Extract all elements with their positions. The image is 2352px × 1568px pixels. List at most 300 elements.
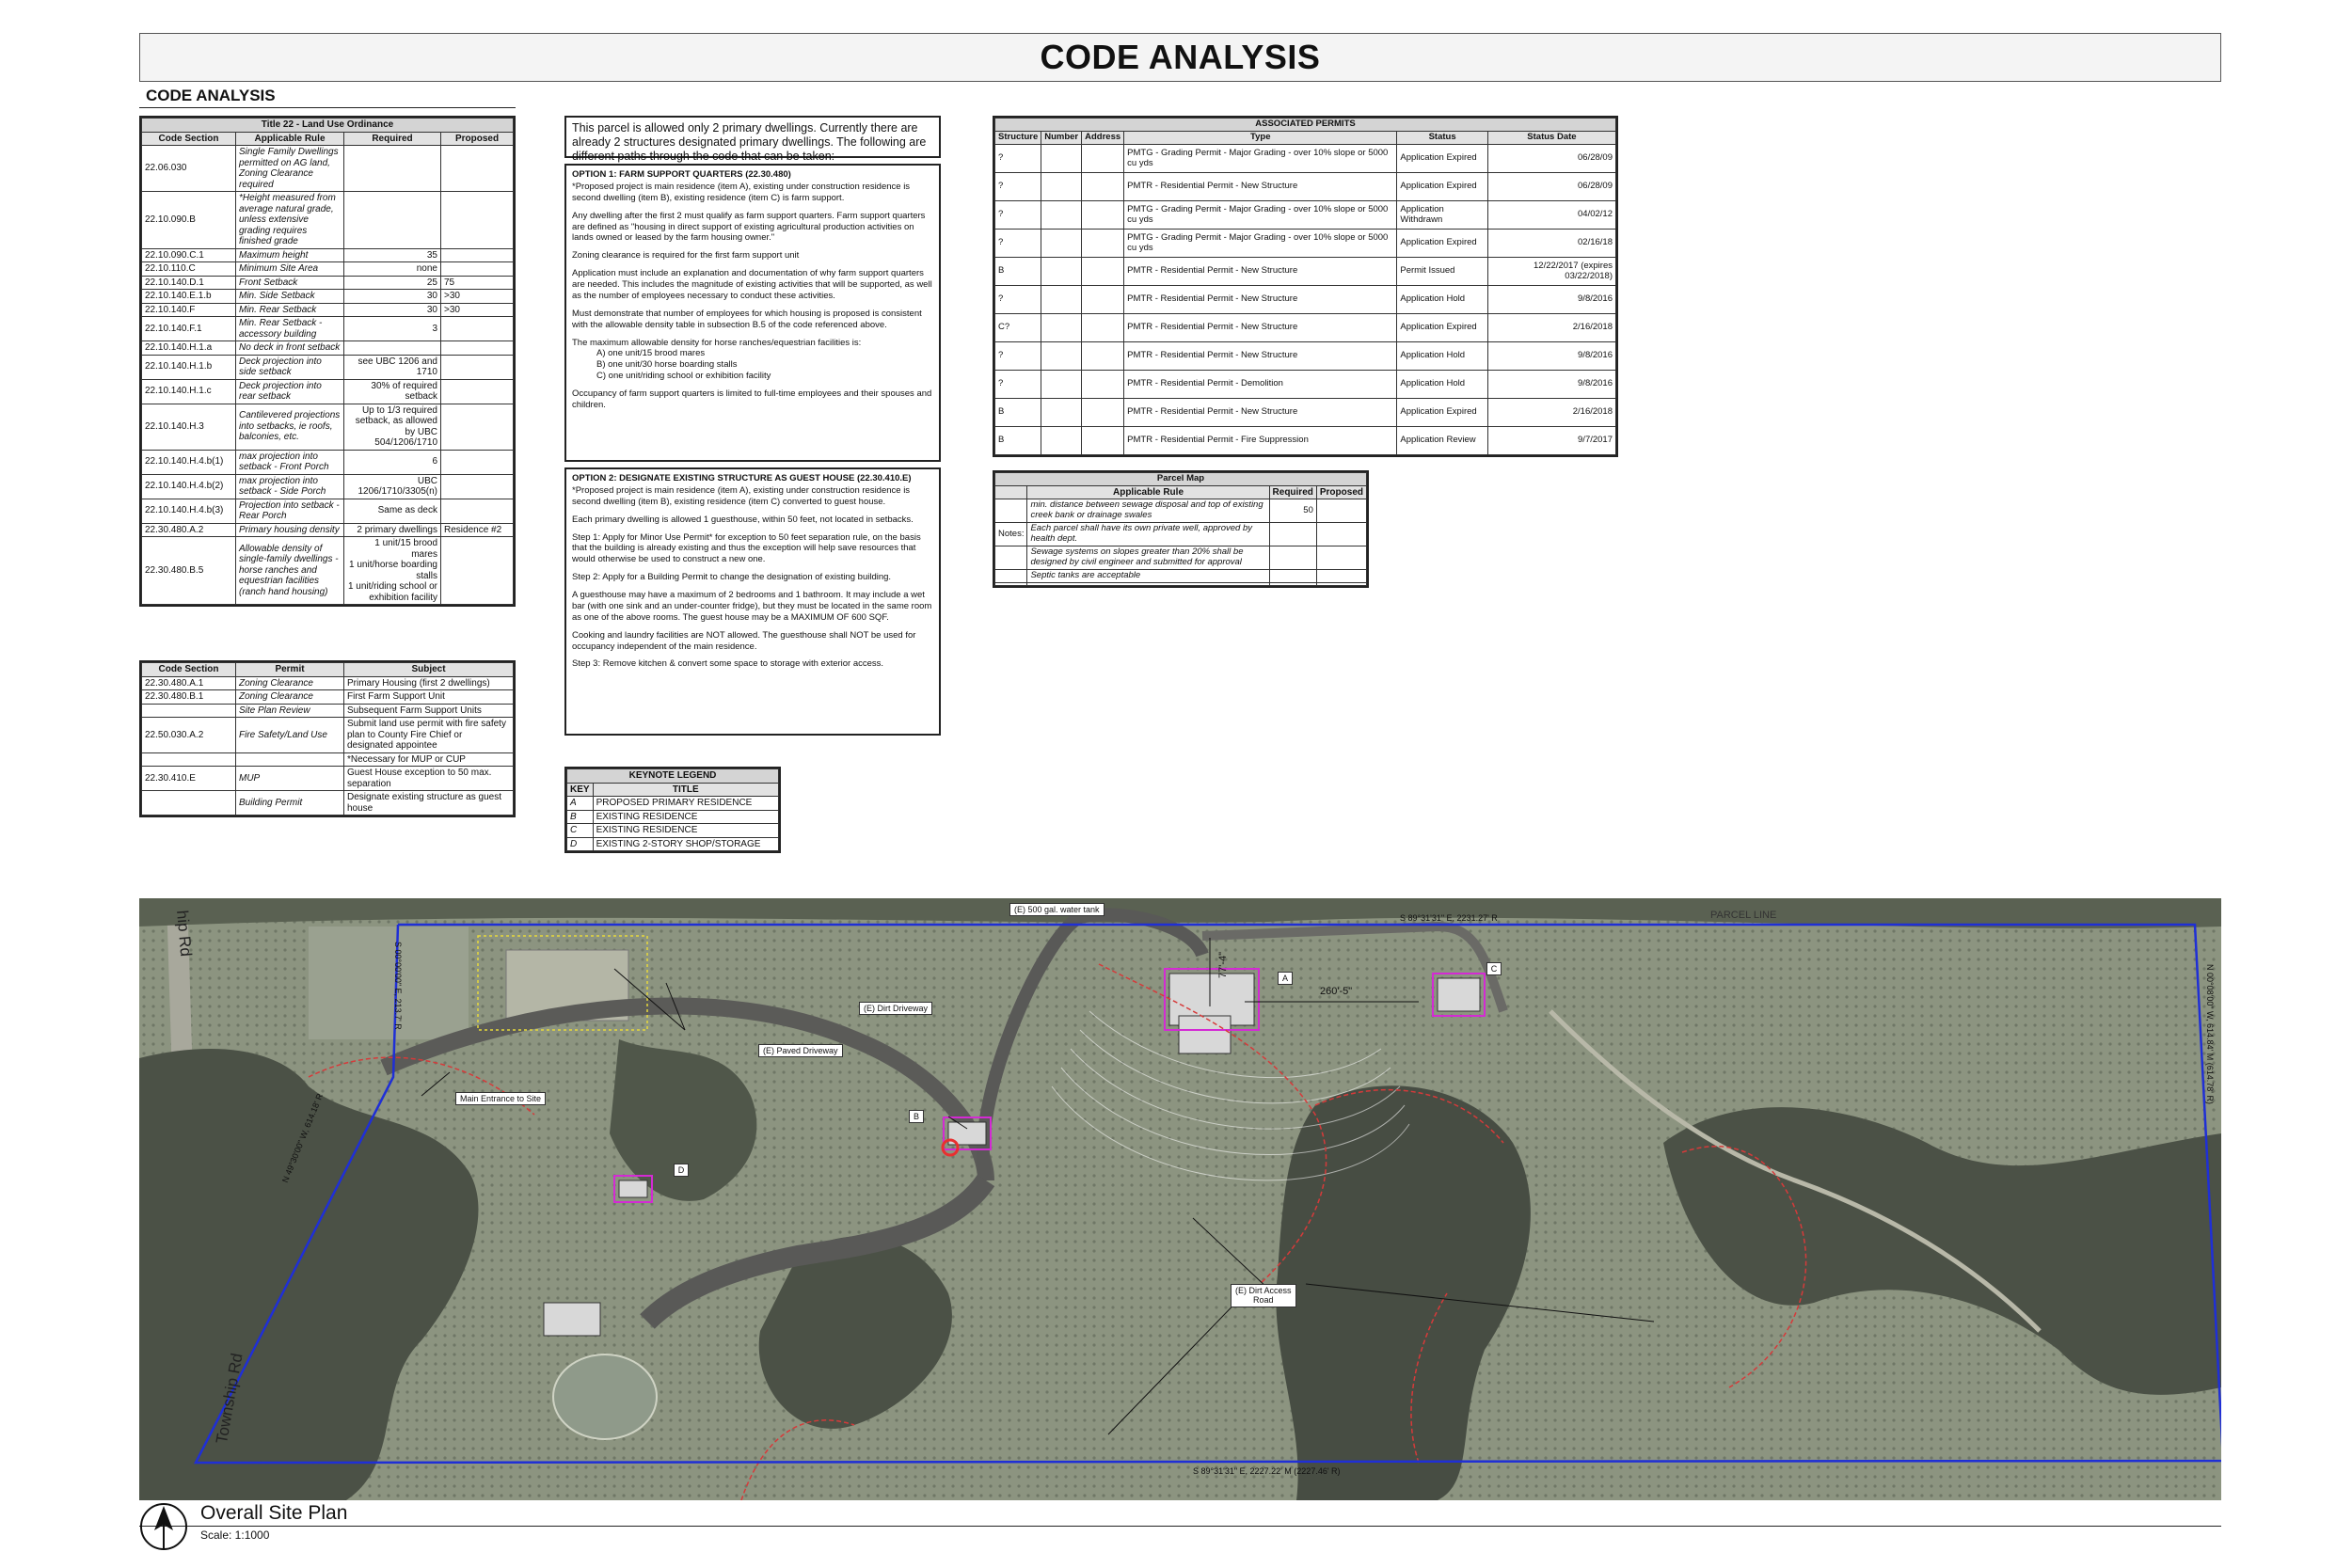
- table-row: [142, 303, 514, 317]
- table-cell: 22.10.110.C: [142, 262, 236, 277]
- table-cell: Sewage systems on slopes greater than 20% shall be designed by civil engineer and submitted for approval: [1027, 546, 1269, 570]
- table-cell: Designate existing structure as guest house: [344, 791, 514, 816]
- table-cell: 22.30.480.A.2: [142, 523, 236, 537]
- formal-garden: [553, 1354, 657, 1439]
- section-subhead: CODE ANALYSIS: [146, 87, 276, 104]
- table-cell: [1041, 427, 1082, 455]
- table-cell: EXISTING 2-STORY SHOP/STORAGE: [593, 837, 778, 851]
- table-cell: 22.10.140.H.3: [142, 404, 236, 450]
- table-cell: [1041, 258, 1082, 286]
- table-cell: PMTR - Residential Permit - New Structure: [1124, 314, 1397, 342]
- table-cell: Each parcel shall have its own private well, approved by health dept.: [1027, 523, 1269, 546]
- table-cell: 04/02/12: [1487, 201, 1615, 230]
- column-header: [995, 485, 1027, 499]
- table-cell: [1041, 145, 1082, 173]
- table-cell: 30: [344, 290, 441, 304]
- table-caption: KEYNOTE LEGEND: [567, 769, 779, 784]
- table-cell: PMTG - Grading Permit - Major Grading - over 10% slope or 5000 cu yds: [1124, 230, 1397, 258]
- table-cell: 30% of required setback: [344, 379, 441, 404]
- column-header: Address: [1082, 132, 1124, 145]
- option1-heading: OPTION 1: FARM SUPPORT QUARTERS (22.30.480): [572, 169, 791, 180]
- table-cell: [142, 752, 236, 767]
- bearing-right: N 00°08'00" W, 614.84' M (614.78' R): [2205, 964, 2215, 1105]
- dirt-access-road-callout: [1231, 1284, 1296, 1307]
- keynote-legend: [564, 767, 781, 853]
- table-row: [995, 582, 1367, 585]
- table-cell: Min. Rear Setback - accessory building: [236, 317, 344, 341]
- table-cell: [441, 192, 514, 249]
- table-header-row: [995, 485, 1367, 499]
- table-cell: ?: [995, 230, 1041, 258]
- table-cell: Deck projection into rear setback: [236, 379, 344, 404]
- table-row: [995, 145, 1616, 173]
- column-header: Required: [344, 132, 441, 146]
- table-cell: 22.10.090.C.1: [142, 248, 236, 262]
- plan-scale: Scale: 1:1000: [200, 1528, 270, 1542]
- table-cell: Notes:: [995, 523, 1027, 546]
- table-row: [142, 355, 514, 379]
- option2-paragraph: *Proposed project is main residence (item A), existing under construction residence is second dwelling (item B), existing residence (item C) converted to guest house.: [572, 484, 911, 507]
- table-cell: [441, 379, 514, 404]
- table-row: [142, 276, 514, 290]
- column-header: Code Section: [142, 132, 236, 146]
- table-row: [142, 146, 514, 192]
- table-cell: 35: [344, 248, 441, 262]
- table-cell: A: [567, 797, 594, 811]
- option1-paragraph: Application must include an explanation and documentation of why farm support quarters are needed. This includes the magnitude of existing activities that will be supported, as well as the number of employees necessary to conduct these activities.: [572, 268, 932, 301]
- table-cell: MUP: [236, 767, 344, 791]
- table-cell: [1041, 371, 1082, 399]
- table-cell: 6: [344, 450, 441, 474]
- table-cell: 9/8/2016: [1487, 371, 1615, 399]
- site-plan-aerial: [139, 898, 2221, 1500]
- table-cell: [1041, 286, 1082, 314]
- table-cell: Subsequent Farm Support Units: [344, 704, 514, 718]
- table-cell: Application Review: [1397, 427, 1488, 455]
- table-cell: ?: [995, 342, 1041, 371]
- table-cell: 22.10.140.F: [142, 303, 236, 317]
- table-cell: [441, 317, 514, 341]
- dimension-vertical-label: 77'-4": [1217, 951, 1229, 978]
- table-cell: 22.30.410.E: [142, 767, 236, 791]
- table-cell: [1041, 173, 1082, 201]
- table-cell: [441, 450, 514, 474]
- table-cell: [1269, 523, 1316, 546]
- option2-paragraph: A guesthouse may have a maximum of 2 bedrooms and 1 bathroom. It may include a wet bar (with one sink and an under-counter fridge), but they must be located in the same room as one of the above rooms. The guest house may be a MAXIMUM OF 600 SQF.: [572, 590, 932, 623]
- table-cell: D: [567, 837, 594, 851]
- table-cell: [1082, 145, 1124, 173]
- density-item: A) one unit/15 brood mares: [596, 348, 706, 359]
- plan-title: Overall Site Plan: [200, 1502, 348, 1524]
- road-label-top: hip Rd: [173, 910, 196, 958]
- table-cell: [441, 248, 514, 262]
- table-cell: [441, 341, 514, 356]
- intro-text-box: [564, 116, 941, 163]
- table-cell: [1041, 314, 1082, 342]
- dirt-driveway-callout: (E) Dirt Driveway: [859, 1002, 932, 1015]
- table-cell: [441, 537, 514, 605]
- table-row: [142, 379, 514, 404]
- table-cell: [1082, 201, 1124, 230]
- table-row: [995, 201, 1616, 230]
- table-cell: 02/16/18: [1487, 230, 1615, 258]
- key-tag-b: B: [909, 1110, 924, 1123]
- table-cell: [441, 146, 514, 192]
- key-tag-a: A: [1278, 972, 1293, 985]
- table-row: [142, 499, 514, 523]
- table-cell: [1316, 569, 1366, 582]
- table-cell: [995, 582, 1027, 585]
- table-row: [567, 810, 779, 824]
- table-cell: 22.30.480.A.1: [142, 676, 236, 690]
- table-cell: [1082, 399, 1124, 427]
- water-tank-callout: (E) 500 gal. water tank: [1009, 903, 1104, 916]
- table-cell: Application Expired: [1397, 173, 1488, 201]
- column-header: Code Section: [142, 663, 236, 677]
- table-cell: 9/7/2017: [1487, 427, 1615, 455]
- table-row: [142, 690, 514, 705]
- table-cell: max projection into setback - Side Porch: [236, 474, 344, 499]
- table-cell: 22.10.090.B: [142, 192, 236, 249]
- table-cell: 22.10.140.H.4.b(2): [142, 474, 236, 499]
- table-cell: Site Plan Review: [236, 704, 344, 718]
- table-cell: Application Expired: [1397, 314, 1488, 342]
- table-row: [995, 314, 1616, 342]
- table-cell: PMTR - Residential Permit - Fire Suppression: [1124, 427, 1397, 455]
- table-cell: >30: [441, 290, 514, 304]
- table-cell: No deck in front setback: [236, 341, 344, 356]
- table-cell: PMTR - Residential Permit - New Structure: [1124, 399, 1397, 427]
- table-cell: Zoning Clearance: [236, 676, 344, 690]
- table-cell: [1316, 523, 1366, 546]
- density-item: C) one unit/riding school or exhibition facility: [596, 371, 771, 382]
- table-header-row: [142, 663, 514, 677]
- table-row: [142, 752, 514, 767]
- table-cell: Submit land use permit with fire safety plan to County Fire Chief or designated appointee: [344, 718, 514, 753]
- bearing-bottom: S 89°31'31" E, 2227.22' M (2227.46' R): [1193, 1466, 1341, 1476]
- table-row: [142, 290, 514, 304]
- table-cell: Min. Rear Setback: [236, 303, 344, 317]
- table-cell: [1041, 201, 1082, 230]
- table-row: [995, 427, 1616, 455]
- table-cell: Permit Issued: [1397, 258, 1488, 286]
- table-cell: 22.10.140.F.1: [142, 317, 236, 341]
- table-row: [567, 797, 779, 811]
- table-cell: 2/16/2018: [1487, 314, 1615, 342]
- table-cell: ?: [995, 201, 1041, 230]
- table-cell: Min. Side Setback: [236, 290, 344, 304]
- table-row: [142, 404, 514, 450]
- option1-paragraph: Zoning clearance is required for the first farm support unit: [572, 250, 800, 261]
- table-cell: Up to 1/3 required setback, as allowed by UBC 504/1206/1710: [344, 404, 441, 450]
- table-cell: [1082, 342, 1124, 371]
- table-row: [142, 704, 514, 718]
- option1-paragraph: The maximum allowable density for horse ranches/equestrian facilities is:: [572, 337, 862, 348]
- option2-paragraph: Step 1: Apply for Minor Use Permit* for exception to 50 feet separation rule, on the basis that the building is already existing and thus the exception will help save resources that would otherwise be used to construct a new one.: [572, 531, 921, 565]
- column-header: Type: [1124, 132, 1397, 145]
- table-cell: Application Hold: [1397, 286, 1488, 314]
- associated-permits-table: [993, 116, 1618, 457]
- table-cell: 2 primary dwellings: [344, 523, 441, 537]
- table-cell: 50: [1269, 499, 1316, 523]
- table-header-row: [142, 132, 514, 146]
- table-row: [142, 341, 514, 356]
- table-cell: Cantilevered projections into setbacks, ie roofs, balconies, etc.: [236, 404, 344, 450]
- callout-line: Road: [1253, 1295, 1274, 1306]
- table-cell: *Necessary for MUP or CUP: [344, 752, 514, 767]
- table-cell: Maximum height: [236, 248, 344, 262]
- table-cell: UBC 1206/1710/3305(n): [344, 474, 441, 499]
- table-cell: 1 unit/15 brood mares 1 unit/horse boarding stalls 1 unit/riding school or exhibition facility: [344, 537, 441, 605]
- table-cell: PMTR - Residential Permit - Demolition: [1124, 371, 1397, 399]
- table-cell: [441, 262, 514, 277]
- column-header: Subject: [344, 663, 514, 677]
- table-cell: 3: [344, 317, 441, 341]
- column-header: Status: [1397, 132, 1488, 145]
- table-row: [995, 523, 1367, 546]
- table-cell: [1082, 258, 1124, 286]
- table-row: [995, 399, 1616, 427]
- table-row: [142, 676, 514, 690]
- table-cell: [1027, 582, 1269, 585]
- table-cell: ?: [995, 145, 1041, 173]
- table-cell: B: [995, 258, 1041, 286]
- table-cell: 22.30.480.B.1: [142, 690, 236, 705]
- table-cell: [995, 499, 1027, 523]
- table-cell: [1082, 173, 1124, 201]
- table-cell: [995, 569, 1027, 582]
- table-cell: Zoning Clearance: [236, 690, 344, 705]
- table-cell: 9/8/2016: [1487, 286, 1615, 314]
- table-cell: [1082, 314, 1124, 342]
- table-cell: see UBC 1206 and 1710: [344, 355, 441, 379]
- table-cell: Single Family Dwellings permitted on AG land, Zoning Clearance required: [236, 146, 344, 192]
- option2-heading: OPTION 2: DESIGNATE EXISTING STRUCTURE AS GUEST HOUSE (22.30.410.E): [572, 473, 912, 483]
- table-cell: 2/16/2018: [1487, 399, 1615, 427]
- table-cell: max projection into setback - Front Porch: [236, 450, 344, 474]
- table-cell: C: [567, 824, 594, 838]
- table-row: [995, 173, 1616, 201]
- table-row: [142, 474, 514, 499]
- land-use-ordinance-table: [139, 116, 516, 607]
- table-cell: Application Hold: [1397, 371, 1488, 399]
- column-header: TITLE: [593, 783, 778, 797]
- table-row: [142, 523, 514, 537]
- table-cell: Allowable density of single-family dwellings - horse ranches and equestrian facilities (ranch hand housing): [236, 537, 344, 605]
- table-header-row: [995, 132, 1616, 145]
- bottom-rule: [139, 1526, 2221, 1527]
- table-cell: 9/8/2016: [1487, 342, 1615, 371]
- intro-text: This parcel is allowed only 2 primary dwellings. Currently there are already 2 structures designated primary dwellings. The following are different paths through the code that can be taken:: [572, 121, 927, 163]
- column-header: KEY: [567, 783, 594, 797]
- table-cell: ?: [995, 173, 1041, 201]
- bearing-top: S 89°31'31" E, 2231.27' R: [1400, 913, 1498, 923]
- table-cell: Application Hold: [1397, 342, 1488, 371]
- table-caption: ASSOCIATED PERMITS: [995, 119, 1616, 132]
- table-cell: Same as deck: [344, 499, 441, 523]
- column-header: Applicable Rule: [1027, 485, 1269, 499]
- option1-paragraph: Any dwelling after the first 2 must qualify as farm support quarters. Farm support quarters are defined as "housing in direct support of existing agricultural production activities on lands owned or leased by the farm housing owner.": [572, 210, 926, 244]
- table-cell: [1082, 286, 1124, 314]
- table-cell: 22.10.140.E.1.b: [142, 290, 236, 304]
- table-cell: 22.10.140.H.4.b(1): [142, 450, 236, 474]
- table-row: [995, 286, 1616, 314]
- table-row: [995, 569, 1367, 582]
- site-plan-drawing: [139, 898, 2221, 1500]
- table-cell: [1082, 230, 1124, 258]
- permits-table: [139, 660, 516, 817]
- density-item: B) one unit/30 horse boarding stalls: [596, 359, 738, 371]
- table-cell: [1316, 582, 1366, 585]
- table-cell: [441, 474, 514, 499]
- page-title: CODE ANALYSIS: [1040, 38, 1321, 76]
- column-header: Proposed: [1316, 485, 1366, 499]
- table-row: [142, 192, 514, 249]
- table-row: [995, 342, 1616, 371]
- table-row: [995, 371, 1616, 399]
- parcel-line-label: PARCEL LINE: [1710, 910, 1777, 921]
- table-cell: Projection into setback - Rear Porch: [236, 499, 344, 523]
- table-cell: [344, 192, 441, 249]
- table-cell: ?: [995, 286, 1041, 314]
- table-cell: [441, 499, 514, 523]
- table-cell: 30: [344, 303, 441, 317]
- table-cell: none: [344, 262, 441, 277]
- table-cell: Guest House exception to 50 max. separation: [344, 767, 514, 791]
- table-cell: 22.10.140.H.1.a: [142, 341, 236, 356]
- column-header: Required: [1269, 485, 1316, 499]
- table-cell: 22.06.030: [142, 146, 236, 192]
- table-cell: 22.10.140.D.1: [142, 276, 236, 290]
- table-cell: Primary housing density: [236, 523, 344, 537]
- title-bar: [139, 33, 2221, 82]
- option2-box: [564, 467, 941, 736]
- table-row: [142, 791, 514, 816]
- table-row: [142, 262, 514, 277]
- table-cell: [1041, 342, 1082, 371]
- column-header: Applicable Rule: [236, 132, 344, 146]
- table-cell: PMTR - Residential Permit - New Structure: [1124, 258, 1397, 286]
- table-cell: Building Permit: [236, 791, 344, 816]
- table-cell: [1041, 230, 1082, 258]
- table-cell: PMTR - Residential Permit - New Structure: [1124, 286, 1397, 314]
- table-cell: [142, 791, 236, 816]
- option1-paragraph: Must demonstrate that number of employees for which housing is proposed is consistent with the allowable density table in subsection B.5 of the code referenced above.: [572, 308, 922, 330]
- north-arrow-icon: [139, 1502, 188, 1551]
- table-cell: PMTG - Grading Permit - Major Grading - over 10% slope or 5000 cu yds: [1124, 145, 1397, 173]
- table-cell: 12/22/2017 (expires 03/22/2018): [1487, 258, 1615, 286]
- callout-line: (E) Dirt Access: [1235, 1286, 1292, 1295]
- table-row: [567, 824, 779, 838]
- table-row: [567, 837, 779, 851]
- table-cell: Septic tanks are acceptable: [1027, 569, 1269, 582]
- column-header: Status Date: [1487, 132, 1615, 145]
- table-cell: Fire Safety/Land Use: [236, 718, 344, 753]
- option2-paragraph: Step 2: Apply for a Building Permit to change the designation of existing building.: [572, 572, 892, 583]
- table-cell: PMTG - Grading Permit - Major Grading - over 10% slope or 5000 cu yds: [1124, 201, 1397, 230]
- table-cell: [1316, 499, 1366, 523]
- road-label-bottom: Township Rd: [213, 1352, 246, 1446]
- table-cell: PMTR - Residential Permit - New Structure: [1124, 173, 1397, 201]
- table-cell: Application Withdrawn: [1397, 201, 1488, 230]
- table-cell: >30: [441, 303, 514, 317]
- table-cell: 22.30.480.B.5: [142, 537, 236, 605]
- subhead-rule: [139, 107, 516, 108]
- table-cell: 22.10.140.H.1.c: [142, 379, 236, 404]
- parcel-map-table: [993, 470, 1369, 588]
- dimension-horizontal-label: 260'-5": [1320, 986, 1353, 997]
- option2-paragraph: Step 3: Remove kitchen & convert some space to storage with exterior access.: [572, 658, 884, 670]
- table-caption: Parcel Map: [995, 473, 1367, 486]
- table-cell: Primary Housing (first 2 dwellings): [344, 676, 514, 690]
- table-cell: 22.10.140.H.4.b(3): [142, 499, 236, 523]
- table-cell: First Farm Support Unit: [344, 690, 514, 705]
- table-cell: 06/28/09: [1487, 173, 1615, 201]
- table-cell: B: [567, 810, 594, 824]
- table-row: [142, 248, 514, 262]
- table-cell: B: [995, 399, 1041, 427]
- key-tag-c: C: [1486, 962, 1502, 975]
- table-row: [995, 546, 1367, 570]
- option1-paragraph: Occupancy of farm support quarters is limited to full-time employees and their spouses and children.: [572, 388, 932, 410]
- option1-box: [564, 164, 941, 462]
- table-cell: PROPOSED PRIMARY RESIDENCE: [593, 797, 778, 811]
- table-cell: min. distance between sewage disposal and top of existing creek bank or drainage swales: [1027, 499, 1269, 523]
- key-tag-d: D: [674, 1164, 689, 1177]
- table-cell: EXISTING RESIDENCE: [593, 810, 778, 824]
- table-cell: Application Expired: [1397, 399, 1488, 427]
- table-cell: [995, 546, 1027, 570]
- bearing-left-lower: N 49°30'00" W, 614.18' R: [280, 1092, 326, 1184]
- table-cell: [1269, 569, 1316, 582]
- column-header: Structure: [995, 132, 1041, 145]
- option2-paragraph: Each primary dwelling is allowed 1 guesthouse, within 50 feet, not located in setbacks.: [572, 514, 914, 525]
- table-row: [142, 317, 514, 341]
- table-cell: 25: [344, 276, 441, 290]
- option1-paragraph: *Proposed project is main residence (item A), existing under construction residence is second dwelling (item B), existing residence (item C) is farm support.: [572, 181, 911, 203]
- main-entrance-callout: Main Entrance to Site: [455, 1092, 546, 1105]
- table-cell: EXISTING RESIDENCE: [593, 824, 778, 838]
- table-row: [142, 537, 514, 605]
- table-cell: 22.10.140.H.1.b: [142, 355, 236, 379]
- column-header: Number: [1041, 132, 1082, 145]
- column-header: Proposed: [441, 132, 514, 146]
- table-cell: [1041, 399, 1082, 427]
- table-cell: 06/28/09: [1487, 145, 1615, 173]
- table-cell: Minimum Site Area: [236, 262, 344, 277]
- table-cell: [142, 704, 236, 718]
- option2-paragraph: Cooking and laundry facilities are NOT allowed. The guesthouse shall NOT be used for occupancy independent of the main residence.: [572, 629, 916, 652]
- table-cell: PMTR - Residential Permit - New Structure: [1124, 342, 1397, 371]
- table-cell: Deck projection into side setback: [236, 355, 344, 379]
- table-cell: [1316, 546, 1366, 570]
- table-cell: [236, 752, 344, 767]
- table-row: [995, 499, 1367, 523]
- table-row: [142, 450, 514, 474]
- table-cell: 22.50.030.A.2: [142, 718, 236, 753]
- table-cell: [1269, 546, 1316, 570]
- table-row: [142, 767, 514, 791]
- table-cell: 75: [441, 276, 514, 290]
- table-row: [142, 718, 514, 753]
- table-cell: Front Setback: [236, 276, 344, 290]
- table-cell: [1082, 427, 1124, 455]
- table-cell: C?: [995, 314, 1041, 342]
- table-cell: [441, 404, 514, 450]
- table-cell: [441, 355, 514, 379]
- table-cell: *Height measured from average natural grade, unless extensive grading requires finished grade: [236, 192, 344, 249]
- table-cell: [344, 341, 441, 356]
